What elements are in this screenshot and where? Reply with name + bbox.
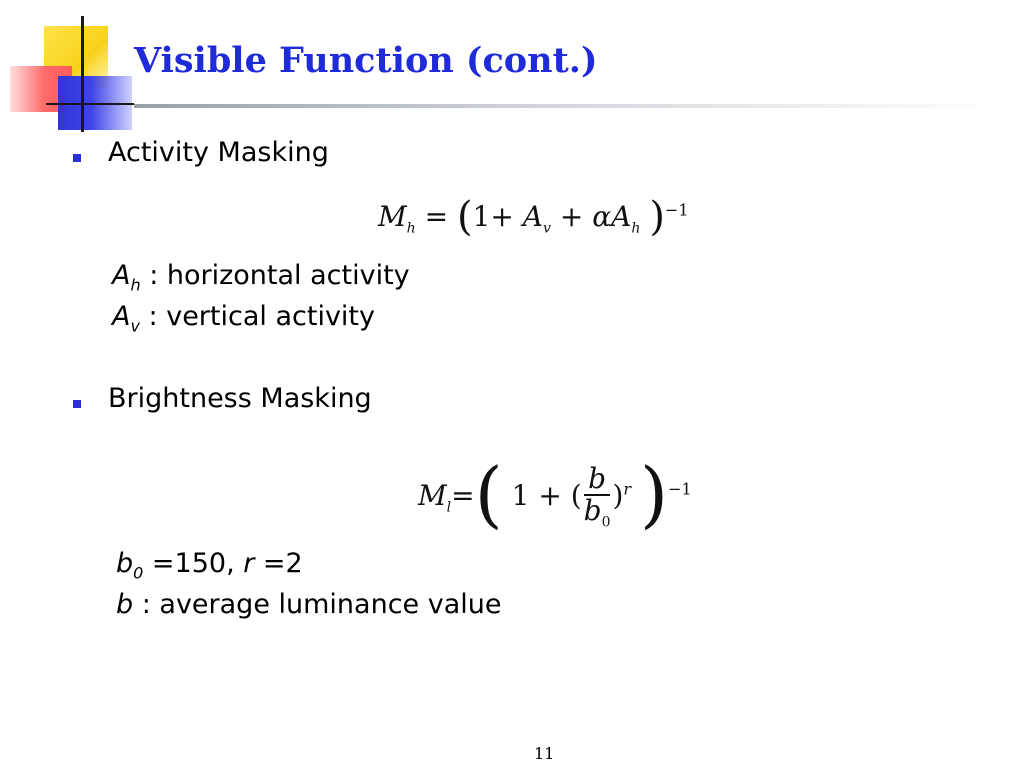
def-horizontal-activity: $A_h$ : horizontal activity — [112, 260, 410, 295]
brightness-masking-formula: $M_l=$( 1 + ( $\frac{b}{b_0}$ )$^r$ )$^{-1}$ — [418, 452, 692, 536]
bullet-activity-masking: Activity Masking — [108, 137, 329, 168]
slide-title: Visible Function (cont.) — [134, 40, 598, 81]
logo-vertical-line — [81, 16, 84, 132]
b-over-b0-fraction: $\frac{b}{b_0}$ — [583, 461, 611, 531]
bullet-brightness-masking: Brightness Masking — [108, 383, 372, 414]
title-underline — [134, 104, 994, 108]
brightness-parameters: $b_0 =150$, r =2 — [116, 548, 303, 583]
def-vertical-activity: $A_v$ : vertical activity — [112, 301, 375, 336]
page-number: 11 — [534, 744, 555, 763]
bullet-icon — [73, 154, 81, 162]
bullet-icon — [73, 400, 81, 408]
activity-masking-formula: $M_h = (1+ A_v + \alpha A_h$ )$^{-1}$ — [378, 194, 689, 240]
slide-logo — [0, 0, 140, 140]
logo-horizontal-line — [46, 103, 134, 105]
def-average-luminance: b : average luminance value — [116, 589, 502, 620]
